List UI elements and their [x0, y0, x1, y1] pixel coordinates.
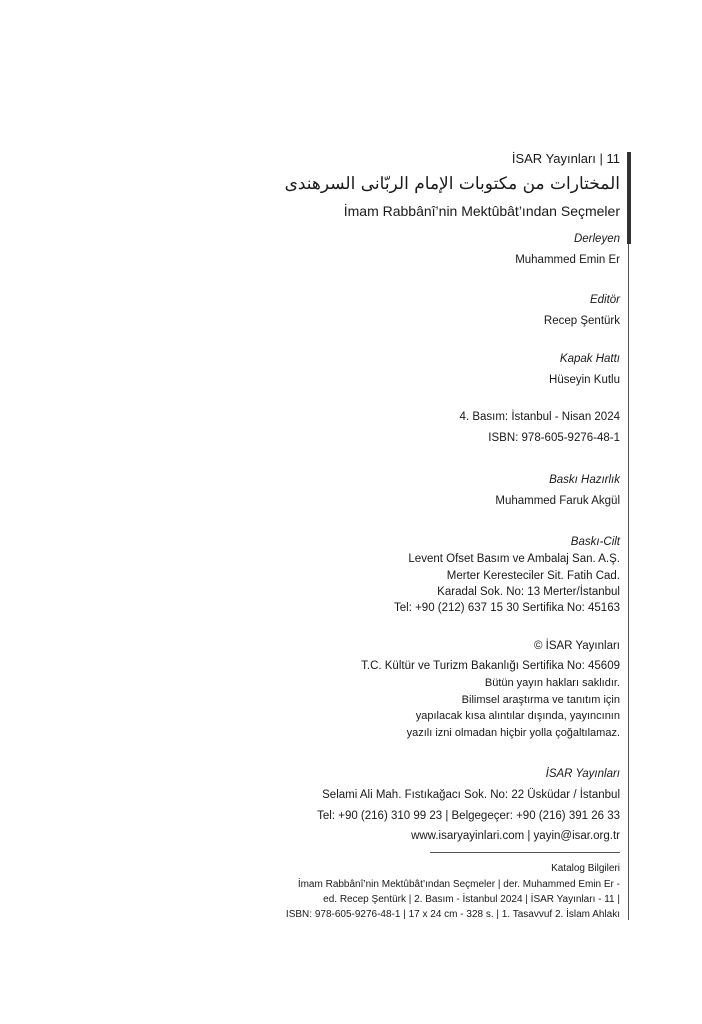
printer-label: Baskı-Cilt [570, 536, 620, 548]
margin-rule [628, 152, 629, 920]
catalog-label: Katalog Bilgileri [551, 863, 620, 874]
series-line: İSAR Yayınları | 11 [511, 151, 620, 166]
isbn: ISBN: 978-605-9276-48-1 [488, 432, 620, 444]
rights-line-4: yazılı izni olmadan hiçbir yolla çoğaltılamaz. [406, 727, 620, 739]
prepress-name: Muhammed Faruk Akgül [495, 495, 620, 507]
editor-name: Recep Şentürk [543, 315, 620, 327]
printer-line-4: Tel: +90 (212) 637 15 30 Sertifika No: 45163 [394, 602, 620, 614]
catalog-divider [430, 852, 620, 853]
book-title: İmam Rabbânî’nin Mektûbât’ından Seçmeler [343, 203, 620, 219]
prepress-label: Baskı Hazırlık [549, 474, 620, 486]
rights-line-3: yapılacak kısa alıntılar dışında, yayıncının [415, 710, 620, 722]
certificate: T.C. Kültür ve Turizm Bakanlığı Sertifika No: 45609 [361, 660, 620, 672]
editor-label: Editör [589, 294, 620, 306]
publisher-address: Selami Ali Mah. Fıstıkağacı Sok. No: 22 Üsküdar / İstanbul [322, 789, 620, 801]
catalog-line-1: İmam Rabbânî’nin Mektûbât’ından Seçmeler | der. Muhammed Emin Er - [297, 879, 620, 890]
printer-line-2: Merter Keresteciler Sit. Fatih Cad. [446, 570, 620, 582]
calligraphy-label: Kapak Hattı [559, 353, 620, 365]
margin-rule-accent [627, 152, 631, 244]
copyright: © İSAR Yayınları [533, 640, 620, 652]
rights-line-2: Bilimsel araştırma ve tanıtım için [461, 694, 620, 706]
printing-info: 4. Basım: İstanbul - Nisan 2024 [459, 411, 620, 423]
publisher-name: İSAR Yayınları [545, 768, 620, 780]
publisher-web: www.isaryayinlari.com | yayin@isar.org.tr [411, 830, 620, 842]
catalog-line-3: ISBN: 978-605-9276-48-1 | 17 x 24 cm - 328 s. | 1. Tasavvuf 2. İslam Ahlakı [285, 909, 620, 920]
printer-line-1: Levent Ofset Basım ve Ambalaj San. A.Ş. [408, 553, 620, 565]
compiler-name: Muhammed Emin Er [515, 254, 620, 266]
calligraphy-name: Hüseyin Kutlu [549, 374, 620, 386]
arabic-title: المختارات من مكتوبات الإمام الربّانى السرهندى [284, 174, 620, 194]
catalog-line-2: ed. Recep Şentürk | 2. Basım - İstanbul 2024 | İSAR Yayınları - 11 | [323, 894, 620, 905]
rights-line-1: Bütün yayın hakları saklıdır. [484, 677, 620, 689]
publisher-phones: Tel: +90 (216) 310 99 23 | Belgegeçer: +90 (216) 391 26 33 [317, 810, 620, 822]
printer-line-3: Karadal Sok. No: 13 Merter/İstanbul [437, 586, 620, 598]
compiler-label: Derleyen [573, 233, 620, 245]
